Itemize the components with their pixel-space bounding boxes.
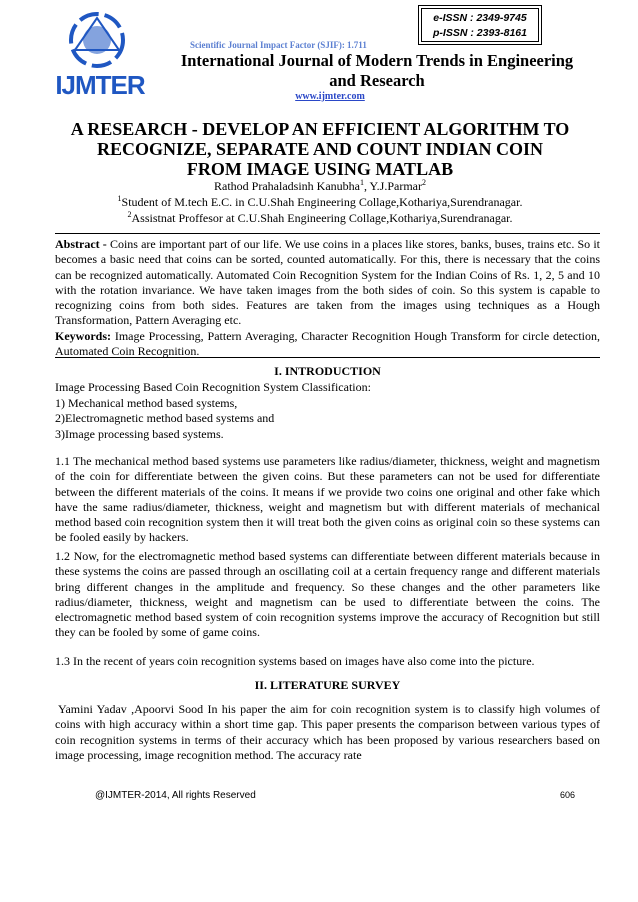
keywords — [55, 329, 600, 360]
abstract-label: Abstract - — [55, 237, 110, 251]
abstract-top-rule — [55, 233, 600, 234]
title-line1: A RESEARCH - DEVELOP AN EFFICIENT ALGORITHM TO — [70, 119, 570, 139]
affiliation-1 — [30, 194, 610, 210]
authors-block — [30, 178, 610, 226]
journal-name-line2: and Research — [329, 71, 425, 90]
paragraph-2-1: Yamini Yadav ,Apoorvi Sood In his paper the aim for coin recognition system is to classify high volumes of coins with high accuracy within a short time gap. This paper presents the comparison between various types of coin recognition systems in terms of their accuracy which has been proposed by various researchers based on image processing, image recognition method. The accuracy rate — [55, 702, 600, 762]
journal-name — [157, 51, 597, 91]
abstract-text: Coins are important part of our life. We use coins in a places like stores, banks, buses, trains etc. So it becomes a basic need that coins can be sorted, counted automatically. For this, there is necessary that the coins can be recognized automatically. Automated Coin Recognition System for the Indian Coins of Rs. 1, 2, 5 and 10 with the rotation invariance. We have taken images from the both sides of coin. So this system is capable to recognizing coins from both sides. Features are taken from the images using techniques as a Hough Transformation, Pattern Averaging etc. — [55, 237, 600, 328]
list-item: 2)Electromagnetic method based systems and — [55, 411, 275, 425]
author-2-sup: 2 — [421, 178, 426, 187]
paragraph-1-3: 1.3 In the recent of years coin recognition systems based on images have also come into the picture. — [55, 654, 535, 668]
paragraph-1-1: 1.1 The mechanical method based systems use parameters like radius/diameter, thickness, weight and magnetism of the coin for differentiate between the given coins. But these parameters can not be used for differentiate between the different materials of the coins. It means if we provide two coins one original and other fake which have the same radius/diameter, thickness, weight and magnetism but with different materials of mechanical method based coin recognition system then it will treat both the given coins as original coin so these systems can be fooled easily by hackers. — [55, 454, 600, 545]
title-line3: FROM IMAGE USING MATLAB — [186, 159, 454, 179]
journal-name-line1: International Journal of Modern Trends in Engineering — [180, 51, 574, 70]
keywords-text: Image Processing, Pattern Averaging, Character Recognition Hough Transform for circle detection, Automated Coin Recognition. — [55, 328, 600, 359]
issn-box — [421, 8, 539, 42]
list-item: 3)Image processing based systems. — [55, 426, 224, 441]
logo-wordmark: IJMTER — [55, 70, 145, 100]
author-names — [30, 178, 610, 194]
paragraph-1-2: 1.2 Now, for the electromagnetic method based systems can differentiate between different materials because in these systems the coins are passed through an oscillating coil at a certain frequency range and different materials bring different changes in the amplitude and frequency. So these changes and the other parameters like radius/diameter, thickness, weight and magnetism can be used to differentiate between the coins. The electromagnetic method based system of coin recognition systems improve the accuracy of Recognition but still they can be fooled by some of game coins. — [55, 549, 600, 640]
p-issn: p-ISSN : 2393-8161 — [433, 27, 527, 39]
aff2-sup: 2 — [127, 210, 132, 219]
abstract-body — [55, 237, 600, 329]
affiliation-2 — [30, 210, 610, 226]
impact-factor: Scientific Journal Impact Factor (SJIF): 1.711 — [190, 40, 367, 50]
aff1-text: Student of M.tech E.C. in C.U.Shah Engineering Collage,Kothariya,Surendranagar. — [121, 195, 523, 209]
footer-copyright: @IJMTER-2014, All rights Reserved — [95, 790, 256, 801]
aff2-text: Assistnat Proffesor at C.U.Shah Engineering Collage,Kothariya,Surendranagar. — [131, 211, 513, 225]
paper-title — [30, 119, 610, 179]
author-2: , Y.J.Parmar — [363, 179, 422, 193]
e-issn: e-ISSN : 2349-9745 — [433, 12, 527, 24]
intro-text: Image Processing Based Coin Recognition System Classification: — [55, 380, 371, 394]
page-number: 606 — [560, 790, 576, 800]
intro-list — [55, 380, 600, 442]
keywords-label: Keywords: — [55, 328, 115, 343]
list-item: 1) Mechanical method based systems, — [55, 395, 238, 410]
title-line2: RECOGNIZE, SEPARATE AND COUNT INDIAN COIN — [96, 139, 544, 159]
abstract — [55, 237, 600, 359]
author-1: Rathod Prahaladsinh Kanubha — [214, 179, 360, 193]
abstract-bottom-rule — [55, 357, 600, 358]
journal-url[interactable]: www.ijmter.com — [295, 91, 365, 102]
aff1-sup: 1 — [117, 194, 122, 203]
section-heading-introduction: I. INTRODUCTION — [274, 364, 381, 378]
section-heading-literature: II. LITERATURE SURVEY — [254, 678, 401, 692]
journal-logo — [55, 10, 145, 102]
author-1-sup: 1 — [359, 178, 364, 187]
